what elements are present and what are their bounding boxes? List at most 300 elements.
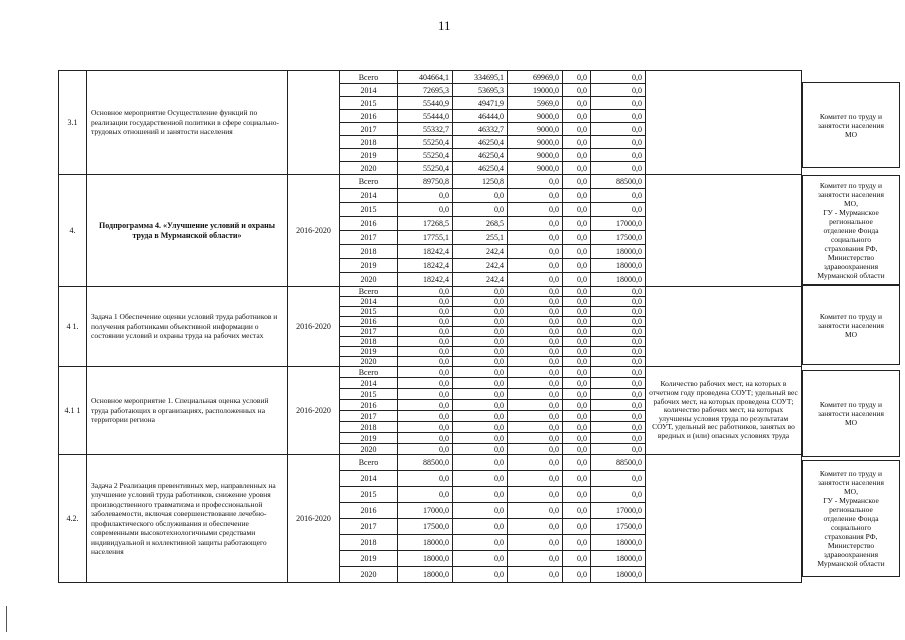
amount-cell: 55250,4 [398, 162, 453, 175]
amount-cell: 0,0 [563, 519, 591, 535]
amount-cell: 0,0 [563, 84, 591, 97]
item-description: Основное мероприятие 1. Специальная оценка условий труда работающих в организациях, расположенных на территории региона [87, 367, 288, 455]
amount-cell: 0,0 [591, 71, 646, 84]
amount-cell: 0,0 [591, 337, 646, 347]
amount-cell: 55250,4 [398, 149, 453, 162]
amount-cell: 0,0 [453, 535, 508, 551]
amount-cell: 255,1 [453, 231, 508, 245]
amount-cell: 0,0 [453, 287, 508, 297]
amount-cell: 242,4 [453, 273, 508, 287]
amount-cell: 46332,7 [453, 123, 508, 136]
responsible-line: МО [844, 418, 858, 427]
amount-cell: 0,0 [508, 231, 563, 245]
amount-cell: 0,0 [591, 317, 646, 327]
year-cell: 2014 [340, 84, 398, 97]
amount-cell: 242,4 [453, 259, 508, 273]
period: 2016-2020 [288, 367, 340, 455]
amount-cell: 72695,3 [398, 84, 453, 97]
responsible-line: региональное [829, 216, 873, 226]
amount-cell: 17000,0 [398, 503, 453, 519]
responsible-line: страхования РФ, [824, 243, 878, 253]
amount-cell: 0,0 [591, 347, 646, 357]
responsible-line: социального [830, 523, 872, 532]
amount-cell: 0,0 [563, 551, 591, 567]
amount-cell: 0,0 [591, 97, 646, 110]
amount-cell: 0,0 [563, 378, 591, 389]
year-cell: 2014 [340, 189, 398, 203]
year-cell: Всего [340, 367, 398, 378]
responsible-line: Комитет по труду и [819, 180, 883, 190]
amount-cell: 18242,4 [398, 259, 453, 273]
amount-cell: 17755,1 [398, 231, 453, 245]
amount-cell: 0,0 [508, 217, 563, 231]
amount-cell: 0,0 [563, 357, 591, 367]
amount-cell: 17000,0 [591, 503, 646, 519]
amount-cell: 0,0 [453, 367, 508, 378]
amount-cell: 46250,4 [453, 162, 508, 175]
amount-cell: 0,0 [508, 433, 563, 444]
amount-cell: 0,0 [563, 487, 591, 503]
amount-cell: 0,0 [398, 297, 453, 307]
amount-cell: 0,0 [398, 327, 453, 337]
responsible-line: занятости населения [817, 409, 884, 418]
responsible-line: МО, [844, 487, 858, 496]
amount-cell: 0,0 [563, 71, 591, 84]
amount-cell: 9000,0 [508, 136, 563, 149]
amount-cell: 0,0 [591, 149, 646, 162]
amount-cell: 0,0 [508, 337, 563, 347]
amount-cell: 0,0 [563, 433, 591, 444]
amount-cell: 0,0 [563, 245, 591, 259]
year-cell: 2017 [340, 231, 398, 245]
amount-cell: 0,0 [508, 297, 563, 307]
year-cell: 2016 [340, 217, 398, 231]
amount-cell: 0,0 [591, 389, 646, 400]
responsible-line: отделение Фонда [823, 514, 879, 523]
amount-cell: 0,0 [453, 551, 508, 567]
amount-cell: 242,4 [453, 245, 508, 259]
amount-cell: 18000,0 [591, 535, 646, 551]
amount-cell: 334695,1 [453, 71, 508, 84]
amount-cell: 0,0 [563, 162, 591, 175]
year-cell: 2015 [340, 389, 398, 400]
amount-cell: 88500,0 [398, 455, 453, 471]
year-cell: 2014 [340, 471, 398, 487]
amount-cell: 0,0 [563, 455, 591, 471]
responsible-line: региональное [829, 505, 873, 514]
amount-cell: 0,0 [563, 231, 591, 245]
amount-cell: 0,0 [508, 378, 563, 389]
responsible-executor [802, 285, 900, 365]
amount-cell: 0,0 [398, 422, 453, 433]
amount-cell: 49471,9 [453, 97, 508, 110]
amount-cell: 0,0 [563, 217, 591, 231]
amount-cell: 18000,0 [591, 273, 646, 287]
amount-cell: 268,5 [453, 217, 508, 231]
responsible-line: МО [844, 329, 858, 339]
amount-cell: 69969,0 [508, 71, 563, 84]
amount-cell: 404664,1 [398, 71, 453, 84]
amount-cell: 0,0 [563, 327, 591, 337]
responsible-executor [802, 82, 900, 168]
amount-cell: 0,0 [453, 503, 508, 519]
amount-cell: 0,0 [591, 367, 646, 378]
amount-cell: 17500,0 [591, 231, 646, 245]
item-code: 4.2. [59, 455, 87, 583]
amount-cell: 0,0 [563, 307, 591, 317]
amount-cell: 0,0 [563, 287, 591, 297]
amount-cell: 17268,5 [398, 217, 453, 231]
year-cell: 2016 [340, 503, 398, 519]
amount-cell: 0,0 [398, 487, 453, 503]
amount-cell: 0,0 [591, 287, 646, 297]
amount-cell: 17500,0 [591, 519, 646, 535]
amount-cell: 0,0 [508, 551, 563, 567]
amount-cell: 0,0 [563, 123, 591, 136]
responsible-line: МО, [844, 198, 858, 208]
amount-cell: 0,0 [563, 422, 591, 433]
year-cell: 2016 [340, 110, 398, 123]
responsible-line: Мурманской области [817, 270, 885, 280]
amount-cell: 0,0 [508, 327, 563, 337]
amount-cell: 0,0 [398, 378, 453, 389]
amount-cell: 0,0 [398, 400, 453, 411]
amount-cell: 0,0 [591, 110, 646, 123]
amount-cell: 0,0 [591, 327, 646, 337]
year-cell: 2020 [340, 273, 398, 287]
responsible-line: Комитет по труду и [819, 469, 883, 478]
year-cell: 2015 [340, 203, 398, 217]
amount-cell: 0,0 [453, 455, 508, 471]
year-cell: 2019 [340, 347, 398, 357]
amount-cell: 0,0 [563, 400, 591, 411]
item-code: 3.1 [59, 71, 87, 175]
amount-cell: 88500,0 [591, 175, 646, 189]
responsible-line: занятости населения [817, 478, 884, 487]
amount-cell: 0,0 [453, 389, 508, 400]
amount-cell: 0,0 [508, 317, 563, 327]
amount-cell: 0,0 [398, 347, 453, 357]
responsible-executor [802, 460, 900, 577]
year-cell: 2015 [340, 307, 398, 317]
amount-cell: 0,0 [398, 357, 453, 367]
item-description: Задача 1 Обеспечение оценки условий труда работников и получения работниками объективной информации о состоянии условий и охраны труда на рабочих местах [87, 287, 288, 367]
amount-cell: 0,0 [508, 519, 563, 535]
amount-cell: 0,0 [563, 347, 591, 357]
amount-cell: 5969,0 [508, 97, 563, 110]
year-cell: 2020 [340, 357, 398, 367]
amount-cell: 0,0 [563, 317, 591, 327]
amount-cell: 0,0 [563, 297, 591, 307]
indicator: Количество рабочих мест, на которых в отчетном году проведена СОУТ; удельный вес рабочих мест, на которых проведена СОУТ; количество рабочих мест, на которых улучшены условия труда по результатам СОУТ, удельный вес работников, занятых во вредных и (или) опасных условиях труда [646, 367, 802, 455]
amount-cell: 53695,3 [453, 84, 508, 97]
period: 2016-2020 [288, 455, 340, 583]
year-cell: 2020 [340, 444, 398, 455]
amount-cell: 18000,0 [591, 245, 646, 259]
amount-cell: 0,0 [591, 444, 646, 455]
responsible-line: Министерство [827, 252, 875, 262]
responsible-line: МО [844, 129, 858, 139]
amount-cell: 0,0 [453, 433, 508, 444]
amount-cell: 55440,9 [398, 97, 453, 110]
year-cell: Всего [340, 175, 398, 189]
amount-cell: 0,0 [591, 487, 646, 503]
amount-cell: 0,0 [591, 422, 646, 433]
amount-cell: 0,0 [591, 357, 646, 367]
amount-cell: 0,0 [398, 367, 453, 378]
amount-cell: 0,0 [563, 367, 591, 378]
budget-table [58, 70, 802, 583]
amount-cell: 0,0 [508, 367, 563, 378]
amount-cell: 0,0 [563, 110, 591, 123]
amount-cell: 0,0 [563, 337, 591, 347]
amount-cell: 18000,0 [398, 551, 453, 567]
year-cell: 2018 [340, 337, 398, 347]
amount-cell: 0,0 [453, 411, 508, 422]
amount-cell: 0,0 [398, 471, 453, 487]
amount-cell: 1250,8 [453, 175, 508, 189]
amount-cell: 0,0 [398, 287, 453, 297]
amount-cell: 0,0 [591, 378, 646, 389]
amount-cell: 46250,4 [453, 136, 508, 149]
amount-cell: 18242,4 [398, 273, 453, 287]
amount-cell: 0,0 [591, 400, 646, 411]
year-cell: 2016 [340, 400, 398, 411]
amount-cell: 0,0 [453, 347, 508, 357]
period: 2016-2020 [288, 175, 340, 287]
amount-cell: 0,0 [453, 307, 508, 317]
amount-cell: 18242,4 [398, 245, 453, 259]
table-row [59, 71, 802, 84]
responsible-line: здравоохранения [823, 261, 879, 271]
amount-cell: 0,0 [398, 444, 453, 455]
indicator [646, 71, 802, 175]
amount-cell: 0,0 [591, 189, 646, 203]
amount-cell: 19000,0 [508, 84, 563, 97]
amount-cell: 0,0 [508, 175, 563, 189]
amount-cell: 55250,4 [398, 136, 453, 149]
year-cell: 2015 [340, 487, 398, 503]
indicator [646, 175, 802, 287]
amount-cell: 18000,0 [591, 551, 646, 567]
amount-cell: 0,0 [398, 317, 453, 327]
amount-cell: 0,0 [453, 444, 508, 455]
amount-cell: 0,0 [453, 378, 508, 389]
year-cell: 2017 [340, 327, 398, 337]
responsible-line: страхования РФ, [824, 532, 878, 541]
amount-cell: 0,0 [453, 471, 508, 487]
amount-cell: 0,0 [398, 337, 453, 347]
item-description: Основное мероприятие Осуществление функций по реализации государственной политики в сфере социально-трудовых отношений и занятости населения [87, 71, 288, 175]
amount-cell: 0,0 [508, 357, 563, 367]
amount-cell: 0,0 [563, 471, 591, 487]
amount-cell: 0,0 [398, 389, 453, 400]
amount-cell: 46250,4 [453, 149, 508, 162]
year-cell: 2017 [340, 411, 398, 422]
amount-cell: 0,0 [563, 411, 591, 422]
item-code: 4 1. [59, 287, 87, 367]
item-code: 4.1 1 [59, 367, 87, 455]
year-cell: 2014 [340, 297, 398, 307]
responsible-executor [802, 175, 900, 285]
year-cell: 2018 [340, 136, 398, 149]
amount-cell: 0,0 [591, 123, 646, 136]
year-cell: 2018 [340, 535, 398, 551]
amount-cell: 0,0 [563, 503, 591, 519]
amount-cell: 18000,0 [591, 259, 646, 273]
amount-cell: 17000,0 [591, 217, 646, 231]
table-row [59, 455, 802, 471]
indicator [646, 287, 802, 367]
amount-cell: 9000,0 [508, 149, 563, 162]
amount-cell: 0,0 [591, 411, 646, 422]
amount-cell: 18000,0 [591, 567, 646, 583]
amount-cell: 0,0 [398, 189, 453, 203]
amount-cell: 0,0 [398, 203, 453, 217]
amount-cell: 0,0 [563, 149, 591, 162]
table-row [59, 367, 802, 378]
amount-cell: 0,0 [453, 487, 508, 503]
amount-cell: 0,0 [508, 567, 563, 583]
amount-cell: 0,0 [591, 203, 646, 217]
amount-cell: 18000,0 [398, 535, 453, 551]
responsible-line: занятости населения [817, 120, 884, 130]
responsible-line: ГУ - Мурманское [823, 496, 879, 505]
amount-cell: 0,0 [508, 347, 563, 357]
responsible-line: Комитет по труду и [819, 400, 883, 409]
period: 2016-2020 [288, 287, 340, 367]
year-cell: 2017 [340, 519, 398, 535]
year-cell: 2018 [340, 245, 398, 259]
amount-cell: 0,0 [508, 307, 563, 317]
indicator [646, 455, 802, 583]
responsible-line: Министерство [827, 541, 875, 550]
amount-cell: 0,0 [563, 567, 591, 583]
amount-cell: 0,0 [508, 411, 563, 422]
amount-cell: 0,0 [508, 189, 563, 203]
year-cell: Всего [340, 287, 398, 297]
amount-cell: 89750,8 [398, 175, 453, 189]
item-code: 4. [59, 175, 87, 287]
amount-cell: 0,0 [563, 259, 591, 273]
amount-cell: 9000,0 [508, 162, 563, 175]
responsible-line: Мурманской области [817, 559, 885, 568]
amount-cell: 0,0 [453, 337, 508, 347]
amount-cell: 0,0 [508, 287, 563, 297]
amount-cell: 0,0 [563, 97, 591, 110]
responsible-line: Комитет по труду и [819, 111, 883, 121]
amount-cell: 55332,7 [398, 123, 453, 136]
amount-cell: 0,0 [453, 189, 508, 203]
amount-cell: 0,0 [453, 422, 508, 433]
amount-cell: 0,0 [508, 455, 563, 471]
amount-cell: 0,0 [508, 535, 563, 551]
amount-cell: 0,0 [453, 327, 508, 337]
responsible-line: занятости населения [817, 320, 884, 330]
responsible-line: социального [830, 234, 872, 244]
amount-cell: 0,0 [508, 203, 563, 217]
amount-cell: 0,0 [453, 317, 508, 327]
amount-cell: 0,0 [563, 444, 591, 455]
amount-cell: 0,0 [563, 273, 591, 287]
period [288, 71, 340, 175]
year-cell: 2018 [340, 422, 398, 433]
amount-cell: 0,0 [398, 307, 453, 317]
amount-cell: 0,0 [563, 175, 591, 189]
year-cell: Всего [340, 455, 398, 471]
year-cell: 2014 [340, 378, 398, 389]
amount-cell: 0,0 [453, 357, 508, 367]
amount-cell: 0,0 [398, 411, 453, 422]
year-cell: 2019 [340, 259, 398, 273]
year-cell: 2019 [340, 551, 398, 567]
amount-cell: 0,0 [508, 245, 563, 259]
scan-edge-mark [6, 606, 7, 632]
amount-cell: 0,0 [508, 259, 563, 273]
item-description: Задача 2 Реализация превентивных мер, направленных на улучшение условий труда работников, снижение уровня производственного травматизма и профессиональной заболеваемости, включая совершенствование лечебно-профилактического обслуживания и обеспечение современными высокотехнологичными средствами индивидуальной и коллективной защиты работающего населения [87, 455, 288, 583]
amount-cell: 55444,0 [398, 110, 453, 123]
year-cell: 2017 [340, 123, 398, 136]
year-cell: Всего [340, 71, 398, 84]
amount-cell: 0,0 [591, 136, 646, 149]
amount-cell: 0,0 [453, 297, 508, 307]
amount-cell: 0,0 [591, 307, 646, 317]
year-cell: 2020 [340, 162, 398, 175]
year-cell: 2019 [340, 149, 398, 162]
amount-cell: 0,0 [563, 203, 591, 217]
amount-cell: 0,0 [508, 389, 563, 400]
page-number: 11 [438, 18, 451, 33]
responsible-line: занятости населения [817, 189, 884, 199]
amount-cell: 0,0 [398, 433, 453, 444]
amount-cell: 0,0 [591, 162, 646, 175]
amount-cell: 18000,0 [398, 567, 453, 583]
amount-cell: 0,0 [453, 519, 508, 535]
amount-cell: 0,0 [453, 203, 508, 217]
amount-cell: 0,0 [453, 567, 508, 583]
amount-cell: 0,0 [591, 84, 646, 97]
item-description: Подпрограмма 4. «Улучшение условий и охраны труда в Мурманской области» [87, 175, 288, 287]
year-cell: 2015 [340, 97, 398, 110]
amount-cell: 0,0 [563, 389, 591, 400]
amount-cell: 0,0 [453, 400, 508, 411]
amount-cell: 0,0 [563, 189, 591, 203]
amount-cell: 0,0 [508, 444, 563, 455]
amount-cell: 9000,0 [508, 123, 563, 136]
responsible-executor [802, 370, 900, 457]
table-row [59, 175, 802, 189]
amount-cell: 0,0 [563, 535, 591, 551]
responsible-line: здравоохранения [823, 550, 879, 559]
amount-cell: 46444,0 [453, 110, 508, 123]
amount-cell: 0,0 [591, 433, 646, 444]
amount-cell: 0,0 [508, 487, 563, 503]
year-cell: 2020 [340, 567, 398, 583]
amount-cell: 17500,0 [398, 519, 453, 535]
year-cell: 2016 [340, 317, 398, 327]
amount-cell: 88500,0 [591, 455, 646, 471]
amount-cell: 0,0 [508, 273, 563, 287]
amount-cell: 0,0 [508, 503, 563, 519]
amount-cell: 0,0 [563, 136, 591, 149]
amount-cell: 0,0 [508, 400, 563, 411]
responsible-line: отделение Фонда [823, 225, 879, 235]
year-cell: 2019 [340, 433, 398, 444]
amount-cell: 0,0 [508, 422, 563, 433]
table-row [59, 287, 802, 297]
amount-cell: 9000,0 [508, 110, 563, 123]
responsible-line: Комитет по труду и [819, 311, 883, 321]
